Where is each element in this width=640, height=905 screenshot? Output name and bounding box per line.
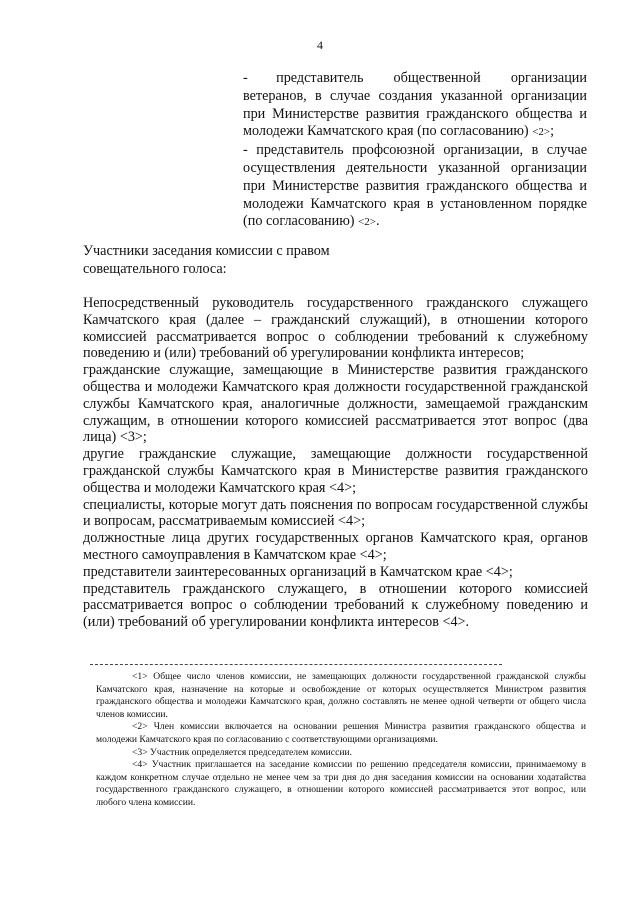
trade-union-member: - представитель профсоюзной организации, в случае осуществления деятельности указанной организации при Министерстве развития гражданского общества и молодежи Камчатского края в установленном порядке (по согласованию) <2>. bbox=[243, 142, 587, 230]
footnotes bbox=[96, 671, 586, 810]
footnote-divider bbox=[90, 664, 502, 665]
list-item: Непосредственный руководитель государственного гражданского служащего Камчатского края (далее – гражданский служащий), в отношении которого комиссией рассматривается вопрос о соблюдении требований к служебному поведению и (или) требований об урегулировании конфликта интересов; bbox=[83, 295, 588, 362]
footnote: <3> Участник определяется председателем комиссии. bbox=[132, 746, 352, 758]
veterans-organization-member: - представитель общественной организации ветеранов, в случае создания указанной организации при Министерстве развития гражданского общества и молодежи Камчатского края (по согласованию) <2>; bbox=[243, 70, 587, 140]
footnote-ref: <2> bbox=[532, 126, 551, 139]
list-item: представитель гражданского служащего, в отношении которого комиссией рассматривается вопрос о соблюдении требований к служебному поведению и (или) требований об урегулировании конфликта интересов <4>. bbox=[83, 580, 588, 631]
advisory-participants-heading: Участники заседания комиссии с правом совещательного голоса: bbox=[83, 243, 330, 277]
list-item: другие гражданские служащие, замещающие должности государственной гражданской службы Камчатского края в Министерстве развития гражданского общества и молодежи Камчатского края <4>; bbox=[83, 446, 588, 496]
list-item: представители заинтересованных организаций в Камчатском крае <4>; bbox=[83, 563, 513, 580]
footnote: <4> Участник приглашается на заседание комиссии по решению председателя комиссии, принимаемому в каждом конкретном случае отдельно не менее чем за три дня до дня заседания комиссии на основании ходатайства государственного гражданского служащего, в отношении которого комиссией рассматривается этот вопрос, или любого члена комиссии. bbox=[96, 759, 586, 808]
commission-members-continued bbox=[243, 70, 587, 232]
advisory-participants-list bbox=[83, 295, 588, 631]
footnote: <2> Член комиссии включается на основании решения Министра развития гражданского общества и молодежи Камчатского края по согласованию с соответствующими организациями. bbox=[96, 721, 586, 745]
list-item: специалисты, которые могут дать пояснения по вопросам государственной службы и вопросам, рассматриваемым комиссией <4>; bbox=[83, 496, 588, 530]
list-item: должностные лица других государственных органов Камчатского края, органов местного самоуправления в Камчатском крае <4>; bbox=[83, 530, 588, 563]
page-number: 4 bbox=[317, 38, 323, 52]
list-item: гражданские служащие, замещающие в Министерстве развития гражданского общества и молодежи Камчатского края должности государственной гражданской службы Камчатского края, аналогичные должности, замещаемой гражданским служащим, в отношении которого комиссией рассматривается этот вопрос (два лица) <3>; bbox=[83, 362, 588, 446]
footnote-ref: <2> bbox=[358, 216, 377, 229]
footnote: <1> Общее число членов комиссии, не замещающих должности государственной гражданской службы Камчатского края, назначение на которые и освобождение от которых осуществляется Министром развития гражданского общества и молодежи Камчатского края, должно составлять не менее одной четверти от общего числа членов комиссии. bbox=[96, 671, 586, 720]
